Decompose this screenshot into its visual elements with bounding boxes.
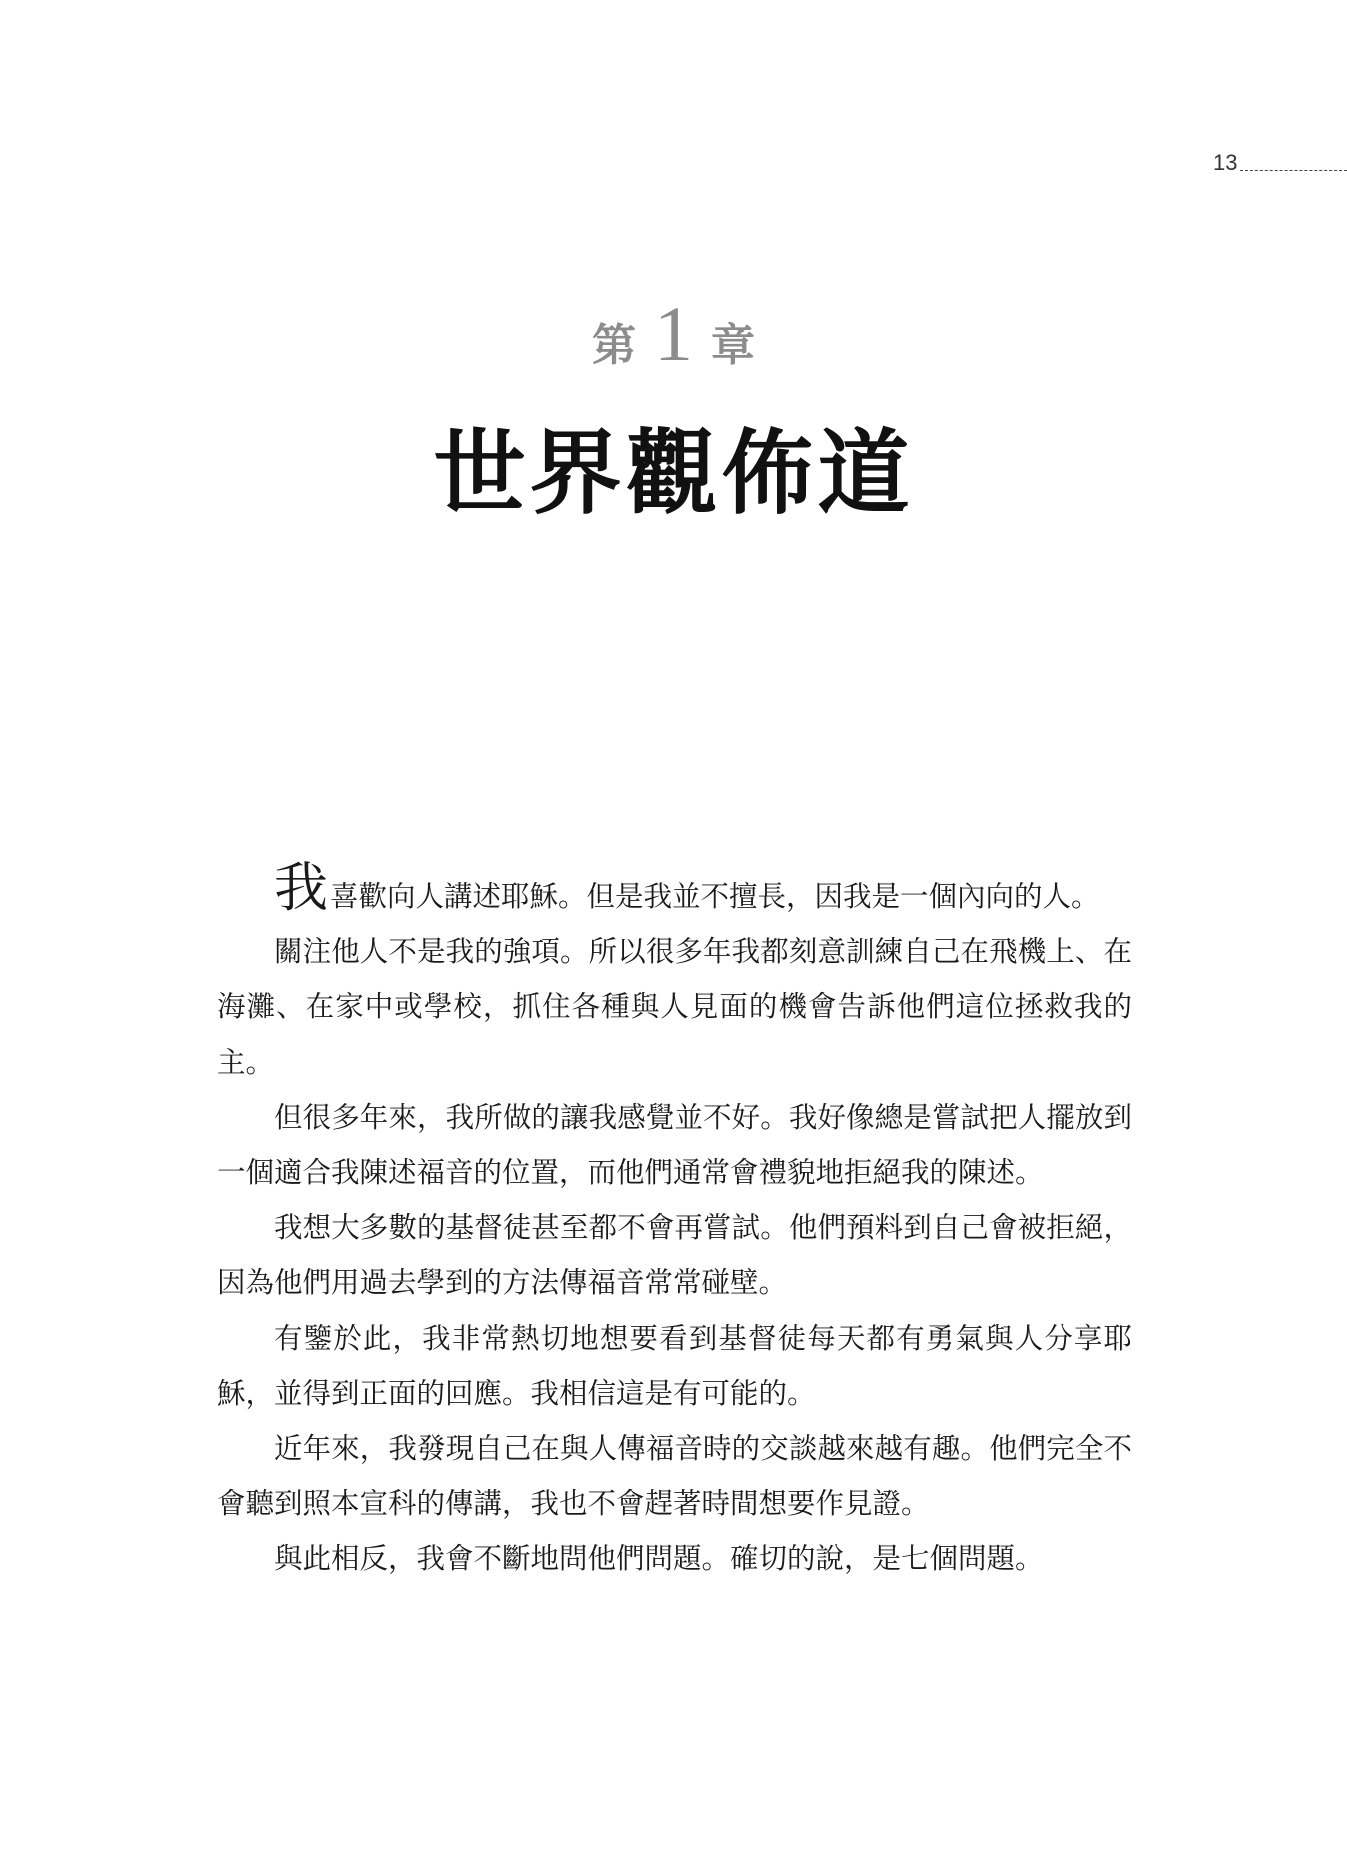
drop-char: 我 — [274, 856, 328, 919]
paragraph-1-text: 喜歡向人講述耶穌。但是我並不擅長，因我是一個內向的人。 — [330, 880, 1100, 913]
chapter-number: 1 — [654, 290, 693, 377]
paragraph-7: 與此相反，我會不斷地問他們問題。確切的說，是七個問題。 — [274, 1542, 1044, 1576]
paragraph-2: 關注他人不是我的強項。所以很多年我都刻意訓練自己在飛機上、在海灘、在家中或學校，抓住各種與人見面的機會告訴他們這位拯救我的主。 — [217, 935, 1132, 1079]
page-number: 13 — [1213, 150, 1238, 175]
paragraph-4: 我想大多數的基督徒甚至都不會再嘗試。他們預料到自己會被拒絕，因為他們用過去學到的方法傳福音常常碰壁。 — [217, 1211, 1132, 1300]
chapter-label-suffix: 章 — [711, 320, 755, 371]
paragraph-6: 近年來，我發現自己在與人傳福音時的交談越來越有趣。他們完全不會聽到照本宣科的傳講，我也不會趕著時間想要作見證。 — [217, 1432, 1132, 1521]
paragraph-5: 有鑒於此，我非常熱切地想要看到基督徒每天都有勇氣與人分享耶穌，並得到正面的回應。我相信這是有可能的。 — [217, 1321, 1132, 1410]
paragraph-3: 但很多年來，我所做的讓我感覺並不好。我好像總是嘗試把人擺放到一個適合我陳述福音的位置，而他們通常會禮貌地拒絕我的陳述。 — [217, 1100, 1132, 1190]
page-number-rule — [1240, 170, 1347, 171]
body-text — [217, 856, 1132, 1587]
chapter-label — [0, 284, 1347, 405]
paragraph-1 — [217, 856, 1132, 924]
chapter-label-prefix: 第 — [592, 320, 636, 371]
chapter-title: 世界觀佈道 — [433, 419, 914, 527]
